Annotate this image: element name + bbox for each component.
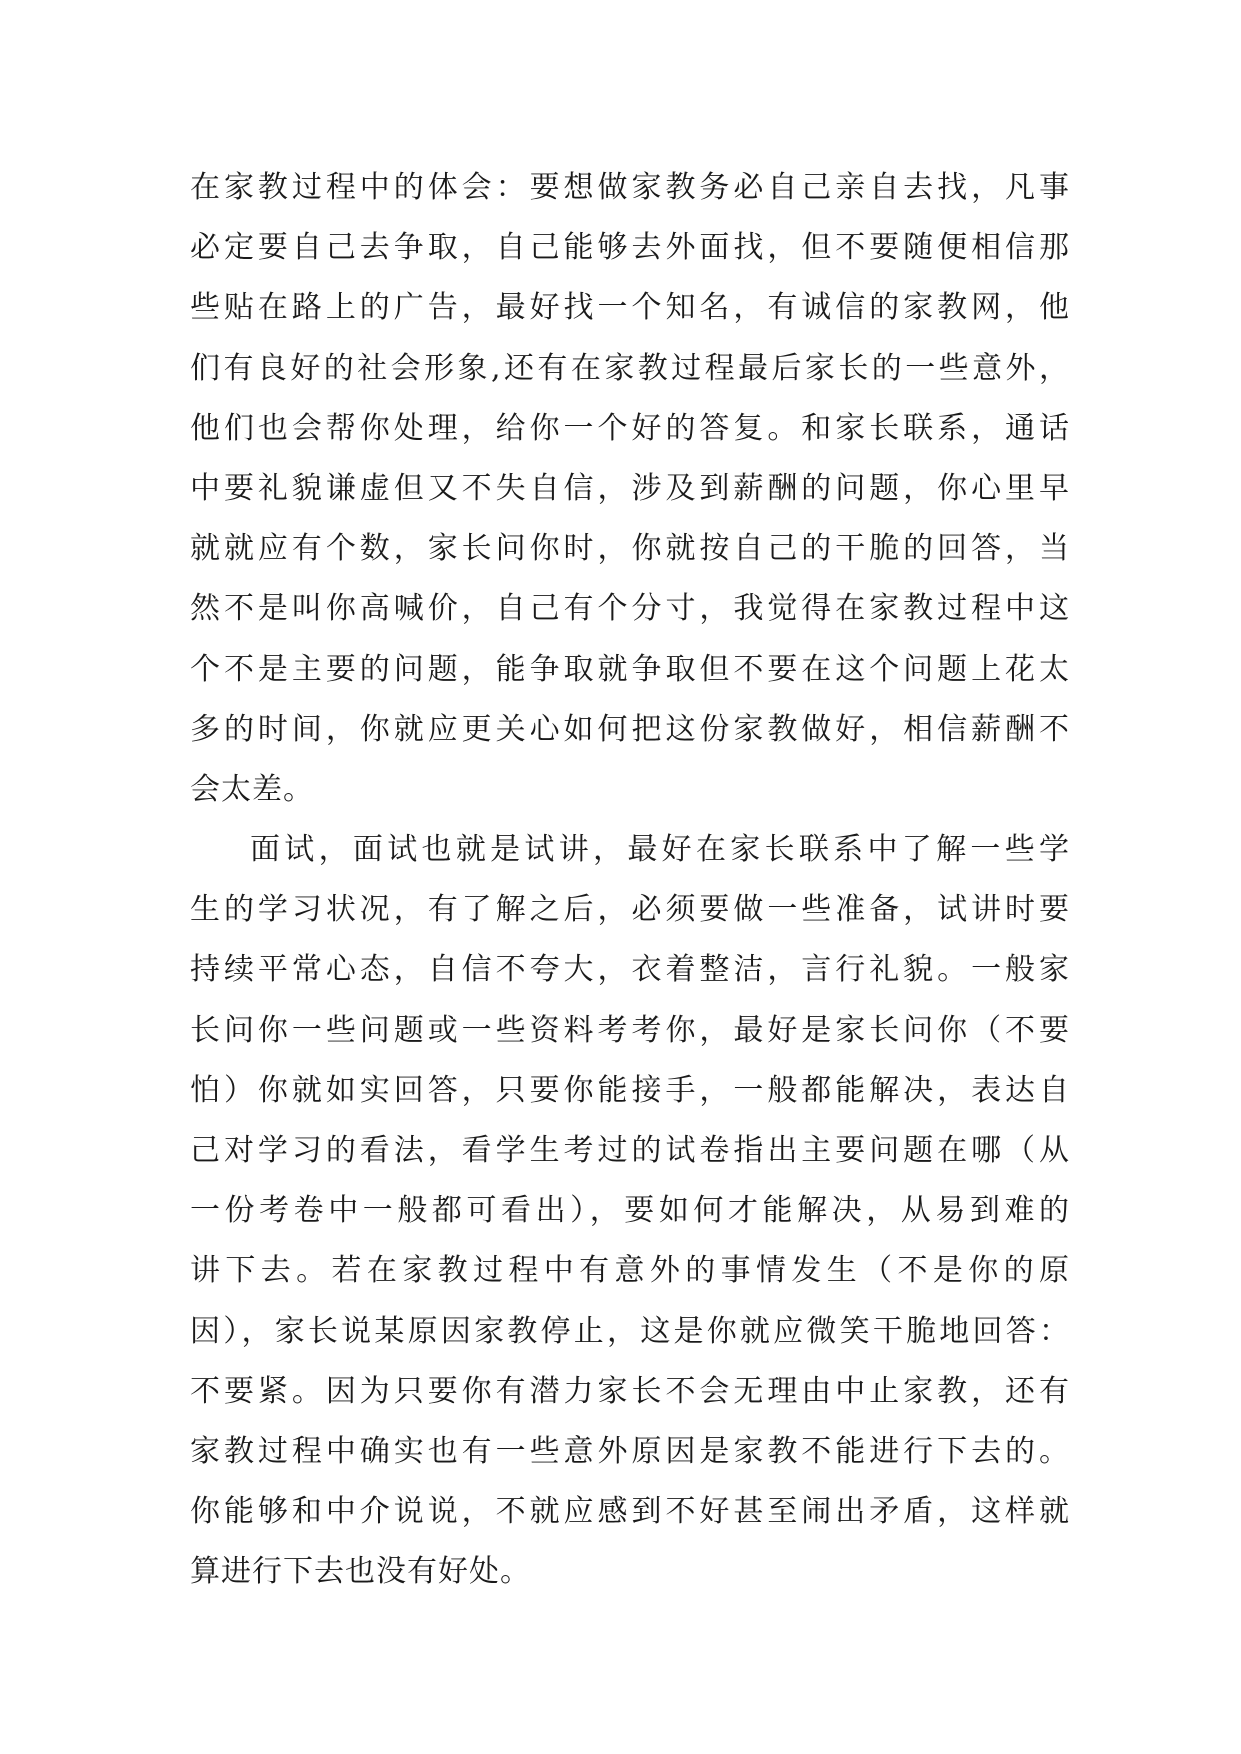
text-line: 不要紧。因为只要你有潜力家长不会无理由中止家教，还有 bbox=[190, 1373, 1070, 1409]
paragraph-1 bbox=[190, 158, 1070, 820]
text-line: 些贴在路上的广告，最好找一个知名，有诚信的家教网，他 bbox=[190, 290, 1070, 326]
text-line: 因），家长说某原因家教停止，这是你就应微笑干脆地回答： bbox=[190, 1313, 1070, 1349]
paragraph-2 bbox=[190, 820, 1070, 1602]
text-line: 然不是叫你高喊价，自己有个分寸，我觉得在家教过程中这 bbox=[190, 591, 1070, 627]
text-line: 多的时间，你就应更关心如何把这份家教做好，相信薪酬不 bbox=[190, 711, 1070, 747]
text-line: 持续平常心态，自信不夸大，衣着整洁，言行礼貌。一般家 bbox=[190, 952, 1070, 988]
text-line: 算进行下去也没有好处。 bbox=[190, 1554, 531, 1590]
text-line: 长问你一些问题或一些资料考考你，最好是家长问你（不要 bbox=[190, 1012, 1070, 1048]
text-line: 怕）你就如实回答，只要你能接手，一般都能解决，表达自 bbox=[190, 1072, 1070, 1108]
text-line: 必定要自己去争取，自己能够去外面找，但不要随便相信那 bbox=[190, 230, 1070, 266]
text-line: 讲下去。若在家教过程中有意外的事情发生（不是你的原 bbox=[190, 1253, 1070, 1289]
text-line: 一份考卷中一般都可看出），要如何才能解决，从易到难的 bbox=[190, 1193, 1070, 1229]
text-line: 们有良好的社会形象,还有在家教过程最后家长的一些意外， bbox=[190, 350, 1070, 386]
text-line: 就就应有个数，家长问你时，你就按自己的干脆的回答，当 bbox=[190, 531, 1070, 567]
text-line: 家教过程中确实也有一些意外原因是家教不能进行下去的。 bbox=[190, 1433, 1070, 1469]
text-line: 个不是主要的问题，能争取就争取但不要在这个问题上花太 bbox=[190, 651, 1070, 687]
text-line: 面试，面试也就是试讲，最好在家长联系中了解一些学 bbox=[250, 832, 1070, 868]
document-body bbox=[190, 158, 1070, 1603]
text-line: 生的学习状况，有了解之后，必须要做一些准备，试讲时要 bbox=[190, 892, 1070, 928]
text-line: 己对学习的看法，看学生考过的试卷指出主要问题在哪（从 bbox=[190, 1133, 1070, 1168]
text-line: 在家教过程中的体会：要想做家教务必自己亲自去找，凡事 bbox=[190, 170, 1070, 205]
text-line: 会太差。 bbox=[190, 771, 314, 807]
text-line: 中要礼貌谦虚但又不失自信，涉及到薪酬的问题，你心里早 bbox=[190, 470, 1070, 506]
text-line: 你能够和中介说说，不就应感到不好甚至闹出矛盾，这样就 bbox=[190, 1494, 1070, 1530]
text-line: 他们也会帮你处理，给你一个好的答复。和家长联系，通话 bbox=[190, 410, 1070, 446]
